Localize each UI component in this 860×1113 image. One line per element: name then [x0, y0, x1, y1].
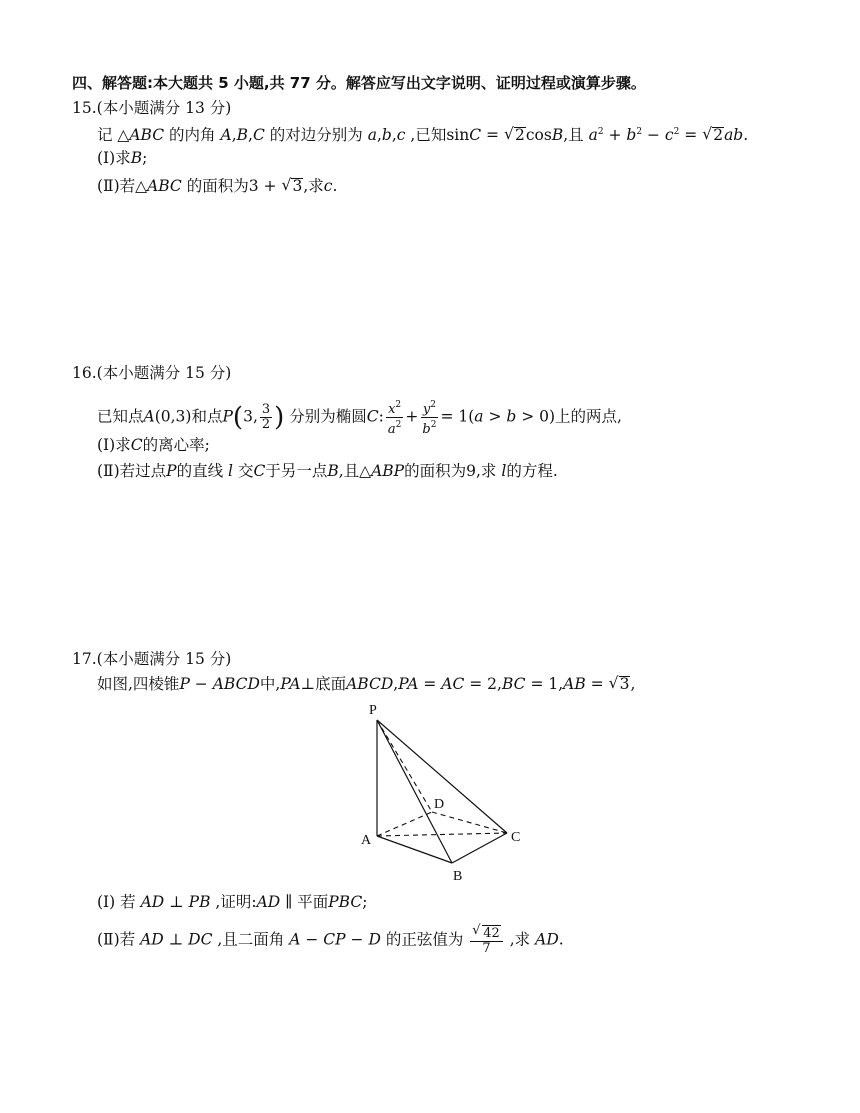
- q16-header: 16.(本小题满分 15 分): [72, 364, 232, 382]
- edge-AD: [377, 812, 432, 836]
- edge-AC: [377, 833, 507, 836]
- pyramid-diagram: [355, 700, 535, 885]
- q17-part1: (Ⅰ) 若 AD ⊥ PB ,证明:AD ∥ 平面PBC;: [97, 893, 368, 911]
- label-C: C: [511, 830, 521, 845]
- edge-PC: [377, 720, 507, 833]
- pyramid-figure: [355, 700, 535, 885]
- section-title: 四、解答题:本大题共 5 小题,共 77 分。解答应写出文字说明、证明过程或演算步骤。: [72, 74, 646, 92]
- q15-intro: 记 △ABC 的内角 A,B,C 的对边分别为 a,b,c ,已知sinC = √ 2cosB,且 $a^2 + b^2 - c^2$ = √ 2ab.: [97, 121, 748, 146]
- label-P: P: [369, 703, 377, 718]
- q17-header: 17.(本小题满分 15 分): [72, 650, 232, 668]
- q16-part2: (Ⅱ)若过点P的直线 l 交C于另一点B,且△ABP的面积为9,求 l的方程.: [97, 462, 558, 480]
- edge-AB: [377, 836, 452, 863]
- q17-part2: (Ⅱ)若 AD ⊥ DC ,且二面角 A − CP − D 的正弦值为 √ $\frac{42}{7}$ ,求 AD.: [97, 925, 564, 956]
- edge-BC: [452, 833, 507, 863]
- label-D: D: [434, 797, 445, 812]
- label-B: B: [453, 869, 463, 884]
- q17-intro: 如图,四棱锥P − ABCD中,PA⊥底面ABCD,PA = AC = 2,BC = 1,AB = √ 3,: [97, 673, 635, 695]
- q15-part2: (Ⅱ)若△ABC 的面积为3 + √ 3,求c.: [97, 175, 337, 197]
- q16-part1: (Ⅰ)求C的离心率;: [97, 436, 210, 454]
- edge-PD: [377, 720, 432, 812]
- q15-header: 15.(本小题满分 13 分): [72, 99, 232, 117]
- label-A: A: [361, 833, 372, 848]
- q16-intro: 已知点A(0,3)和点P(3, $\frac{3}{2}$ ) 分别为椭圆C: $\frac{x^2}{a^2}$ + $\frac{y^2}{b^2}$ = 1(a > b > 0)上的两点,: [97, 400, 622, 437]
- edge-PB: [377, 720, 452, 863]
- q15-part1: (Ⅰ)求B;: [97, 149, 148, 167]
